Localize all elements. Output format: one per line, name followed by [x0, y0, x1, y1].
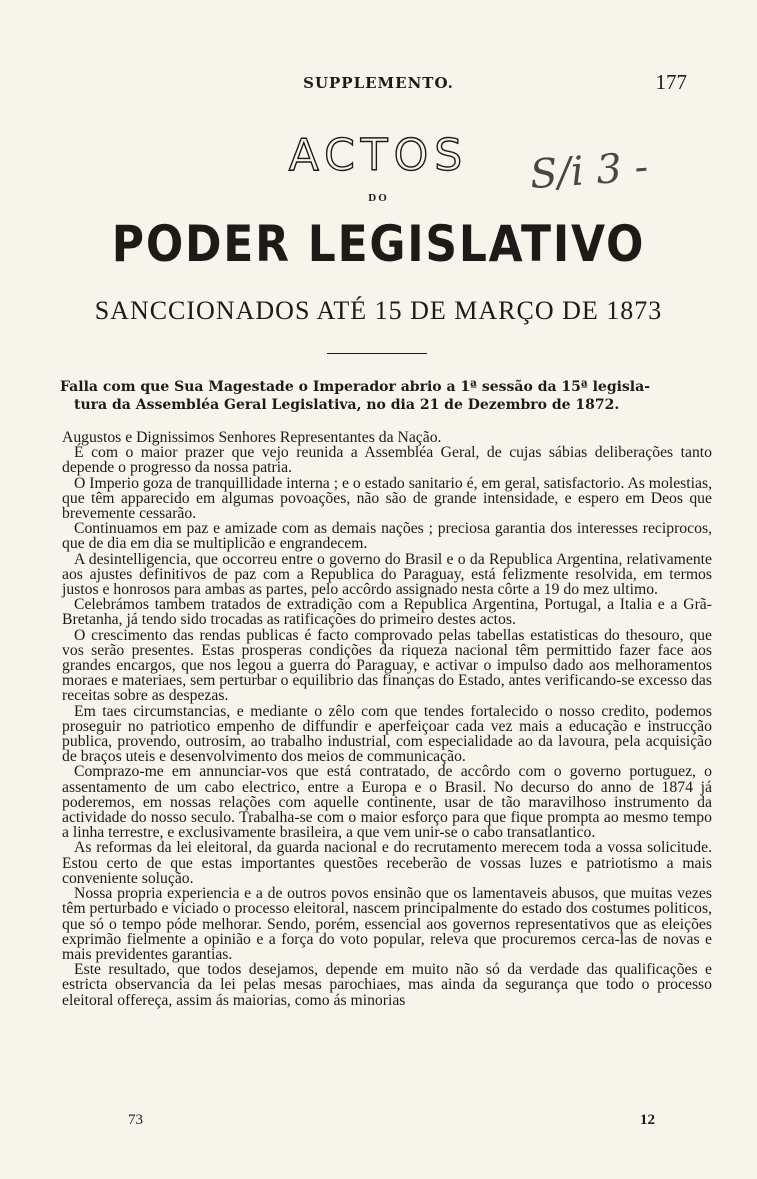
title-poder-legislativo: PODER LEGISLATIVO [111, 215, 646, 273]
paragraph: Em taes circumstancias, e mediante o zêlo com que tendes fortalecido o nosso credito, podemos proseguir no patriotico empenho de diffundir e aperfeiçoar cada vez mais a educação e instrucção publica, provendo, outrosim, ao trabalho industrial, com especialidade ao da lavoura, pela acquisição de braços uteis e desenvolvimento dos meios de communicação. [62, 702, 712, 766]
paragraph: É com o maior prazer que vejo reunida a Assembléa Geral, de cujas sábias deliberações tanto depende o progresso da nossa patria. [62, 444, 712, 477]
speech-body [62, 430, 712, 1008]
speech-title-line-1: Falla com que Sua Magestade o Imperador abrio a 1ª sessão da 15ª legisla- [60, 379, 651, 395]
page-number: 177 [655, 70, 687, 94]
paragraph: As reformas da lei eleitoral, da guarda nacional e do recrutamento merecem toda a vossa solicitude. Estou certo de que estas importantes questões receberão de vossas luzes e patriotismo a mais conveniente solução. [62, 839, 712, 887]
speech-title-line-2: tura da Assembléa Geral Legislativa, no dia 21 de Dezembro de 1872. [74, 397, 620, 413]
speech-title [60, 378, 710, 414]
subtitle: SANCCIONADOS ATÉ 15 DE MARÇO DE 1873 [94, 296, 663, 325]
footer-signature-left: 73 [128, 1112, 143, 1128]
paragraph: O crescimento das rendas publicas é facto comprovado pelas tabellas estatisticas do thesouro, que vos serão presentes. Estas prosperas condições da riqueza nacional têm permittido fazer face aos grandes encargos, que nos legou a guerra do Paraguay, e activar o impulso dado aos melhoramentos moraes e materiaes, sem perturbar o equilibrio das finanças do Estado, antes verificando-se excesso das receitas sobre as despezas. [62, 626, 712, 705]
title-do: DO [368, 192, 389, 204]
paragraph: Este resultado, que todos desejamos, depende em muito não só da verdade das qualificações e estricta observancia da lei pelas mesas parochiaes, mas ainda da segurança que todo o processo eleitoral offereça, assim ás maiorias, como ás minorias [62, 961, 712, 1009]
paragraph: O Imperio goza de tranquillidade interna ; e o estado sanitario é, em geral, satisfactorio. As molestias, que têm apparecido em algumas povoações, não são de grande intensidade, e espero em Deos que brevemente cessarão. [62, 474, 712, 523]
divider-rule [327, 353, 427, 354]
paragraph: Comprazo-me em annunciar-vos que está contratado, de accôrdo com o governo portuguez, o assentamento de um cabo electrico, entre a Europa e o Brasil. No decurso do anno de 1874 já poderemos, em nossas relações com aquelle continente, usar de tão maravilhoso instrumento da actividade do nosso seculo. Trabalha-se com o maior esforço para que fique prompta ao mesmo tempo a linha terrestre, e exclusivamente brasileira, a que vem unir-se o cabo transatlantico. [62, 763, 712, 842]
handwritten-annotation: S/i 3 - [528, 143, 650, 199]
paragraph: Celebrámos tambem tratados de extradição com a Republica Argentina, Portugal, a Italia e a Grã-Bretanha, já tendo sido trocadas as ratificações do primeiro destes actos. [62, 596, 712, 629]
paragraph: A desintelligencia, que occorreu entre o governo do Brasil e o da Republica Argentina, relativamente aos ajustes definitivos de paz com a Republica do Paraguay, está felizmente resolvida, em termos justos e honrosos para ambas as partes, pelo accôrdo assignado nesta côrte a 19 do mez ultimo. [62, 550, 712, 599]
paragraph: Augustos e Dignissimos Senhores Representantes da Nação. [62, 429, 442, 446]
paragraph: Nossa propria experiencia e a de outros povos ensinão que os lamentaveis abusos, que muitas vezes têm perturbado e viciado o processo eleitoral, nascem principalmente do estado dos costumes politicos, que só o tempo póde melhorar. Sendo, porém, essencial aos governos representativos que as eleições exprimão fielmente a opinião e a força do voto popular, releva que procuremos cerca-las de novas e mais previdentes garantias. [62, 885, 712, 963]
footer-signature-right: 12 [640, 1112, 655, 1128]
running-head: SUPPLEMENTO. [303, 74, 454, 92]
title-actos: ACTOS [288, 130, 469, 181]
paragraph: Continuamos em paz e amizade com as demais nações ; preciosa garantia dos interesses reciprocos, que de dia em dia se multiplicão e engrandecem. [62, 520, 712, 553]
